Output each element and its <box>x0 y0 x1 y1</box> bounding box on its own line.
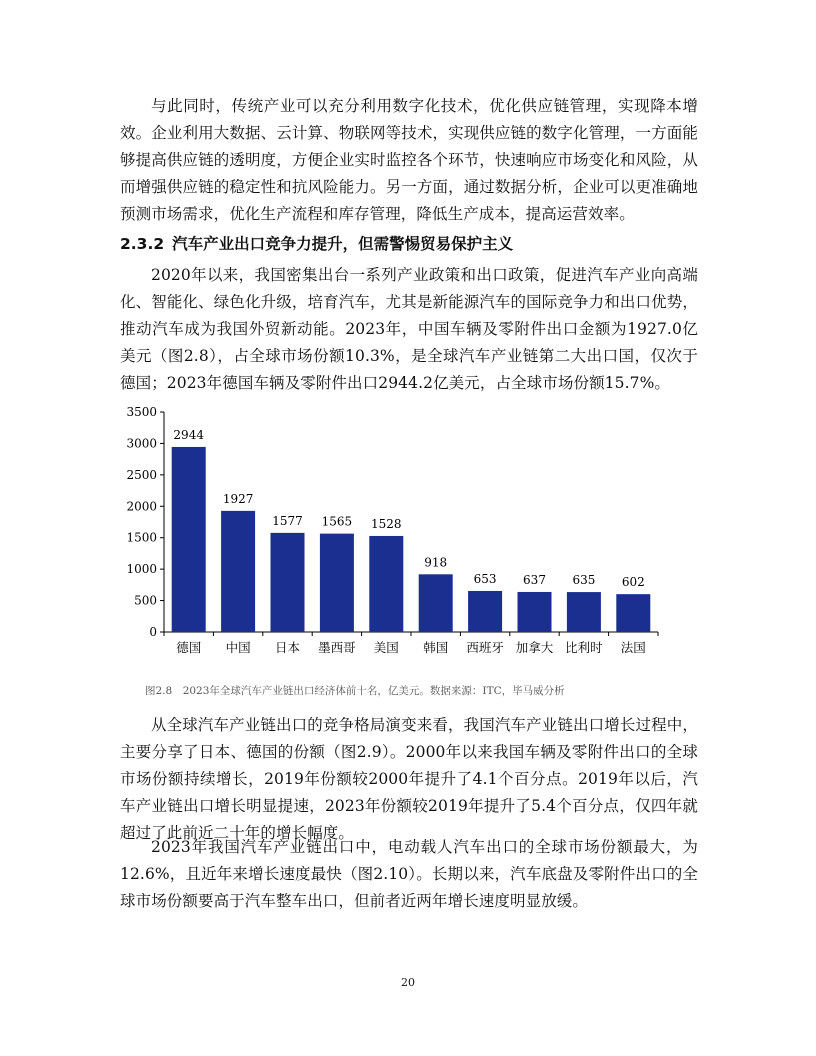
data-label: 1927 <box>222 491 254 506</box>
x-tick-label: 西班牙 <box>466 640 504 655</box>
y-tick-label: 0 <box>149 625 157 639</box>
x-tick-label: 墨西哥 <box>318 640 356 655</box>
bar-3 <box>320 534 354 632</box>
y-tick-label: 1000 <box>126 562 157 577</box>
paragraph-3: 从全球汽车产业链出口的竞争格局演变来看，我国汽车产业链出口增长过程中，主要分享了日本、德国的份额（图2.9）。2000年以来我国车辆及零附件出口的全球市场份额持续增长，2019年份额较2000年提升了4.1个百分点。2019年以后，汽车产业链出口增长明显提速，2023年份额较2019年提升了5.4个百分点，仅四年就超过了此前近二十年的增长幅度。 <box>120 716 698 842</box>
y-tick-label: 2000 <box>126 499 157 514</box>
y-tick-label: 2500 <box>126 467 157 482</box>
x-tick-label: 美国 <box>373 640 399 655</box>
data-label: 637 <box>523 572 546 587</box>
bar-6 <box>468 591 502 632</box>
data-label: 2944 <box>173 427 204 442</box>
x-tick-label: 德国 <box>176 640 202 655</box>
section-number: 2.3.2 <box>120 235 165 253</box>
data-label: 653 <box>473 571 497 586</box>
y-tick-label: 3500 <box>126 405 157 419</box>
paragraph-4: 2023年我国汽车产业链出口中，电动载人汽车出口的全球市场份额最大，为12.6%，且近年来增长速度最快（图2.10）。长期以来，汽车底盘及零附件出口的全球市场份额要高于汽车整车出口，但前者近两年增长速度明显放缓。 <box>120 838 698 910</box>
x-tick-label: 加拿大 <box>515 640 554 655</box>
paragraph-1: 与此同时，传统产业可以充分利用数字化技术，优化供应链管理，实现降本增效。企业利用大数据、云计算、物联网等技术，实现供应链的数字化管理，一方面能够提高供应链的透明度，方便企业实时监控各个环节，快速响应市场变化和风险，从而增强供应链的稳定性和抗风险能力。另一方面，通过数据分析，企业可以更准确地预测市场需求，优化生产流程和库存管理，降低生产成本，提高运营效率。 <box>120 97 698 223</box>
bar-9 <box>616 594 650 632</box>
data-label: 602 <box>621 575 645 590</box>
section-title: 汽车产业出口竞争力提升，但需警惕贸易保护主义 <box>172 235 514 253</box>
x-tick-label: 法国 <box>620 640 646 655</box>
data-label: 1577 <box>272 513 303 528</box>
bar-5 <box>419 574 453 632</box>
x-tick-label: 韩国 <box>423 640 449 655</box>
y-tick-label: 1500 <box>126 530 157 545</box>
bar-8 <box>567 592 601 632</box>
data-label: 1528 <box>371 516 402 531</box>
bar-chart <box>118 398 678 668</box>
bar-0 <box>172 447 206 632</box>
paragraph-2: 2020年以来，我国密集出台一系列产业政策和出口政策，促进汽车产业向高端化、智能化、绿色化升级，培育汽车，尤其是新能源汽车的国际竞争力和出口优势，推动汽车成为我国外贸新动能。2023年，中国车辆及零附件出口金额为1927.0亿美元（图2.8），占全球市场份额10.3%，是全球汽车产业链第二大出口国，仅次于德国；2023年德国车辆及零附件出口2944.2亿美元，占全球市场份额15.7%。 <box>120 266 698 392</box>
section-heading <box>120 232 513 254</box>
x-tick-label: 日本 <box>274 640 301 655</box>
data-label: 918 <box>424 555 448 570</box>
bar-4 <box>369 536 403 632</box>
bar-7 <box>518 592 552 632</box>
data-label: 635 <box>572 573 596 588</box>
y-tick-label: 3000 <box>126 436 157 451</box>
y-tick-label: 500 <box>134 593 157 608</box>
x-tick-label: 中国 <box>225 640 251 655</box>
figure-caption: 图2.8 2023年全球汽车产业链出口经济体前十名，亿美元。数据来源：ITC，毕马威分析 <box>145 685 565 697</box>
x-tick-label: 比利时 <box>565 640 603 655</box>
bar-1 <box>221 511 255 632</box>
page-number: 20 <box>401 976 415 989</box>
bar-2 <box>271 533 305 632</box>
data-label: 1565 <box>321 514 353 529</box>
